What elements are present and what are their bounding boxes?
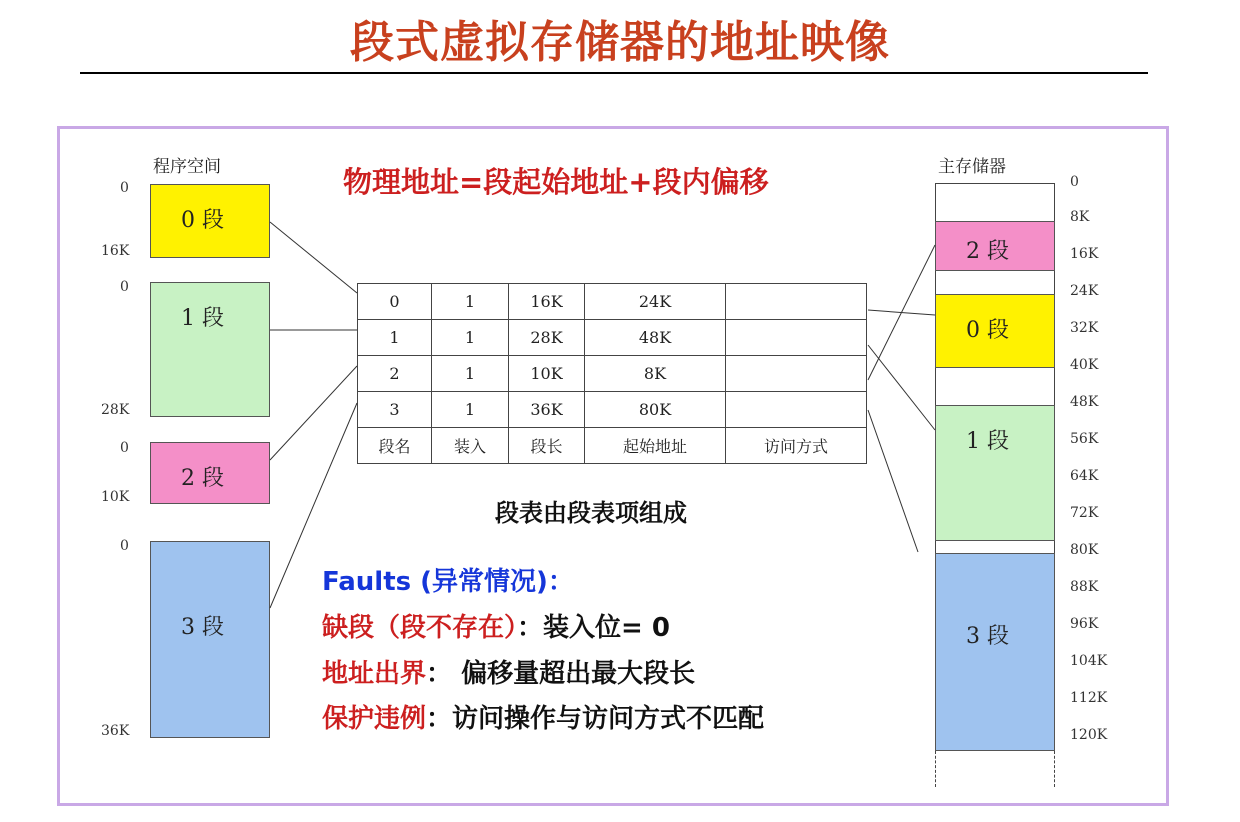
- table-cell: 1: [358, 320, 432, 356]
- table-cell: 1: [432, 356, 509, 392]
- memory-address: 32K: [1070, 320, 1099, 336]
- faults-heading: Faults (异常情况)：: [322, 567, 574, 597]
- table-cell: 1: [432, 320, 509, 356]
- table-cell: 28K: [509, 320, 585, 356]
- table-cell: 36K: [509, 392, 585, 428]
- table-cell: 24K: [585, 284, 726, 320]
- table-header-cell: 段名: [358, 428, 432, 464]
- table-header-cell: 装入: [432, 428, 509, 464]
- memory-address: 104K: [1070, 653, 1108, 669]
- table-header-cell: 访问方式: [726, 428, 867, 464]
- fault-description: ：访问操作与访问方式不匹配: [426, 704, 765, 734]
- table-cell: 2: [358, 356, 432, 392]
- table-header-cell: 段长: [509, 428, 585, 464]
- memory-address: 16K: [1070, 246, 1099, 262]
- memory-address: 80K: [1070, 542, 1099, 558]
- program-segment-1-start: 0: [120, 279, 129, 295]
- memory-address: 88K: [1070, 579, 1099, 595]
- main-memory-label: 主存储器: [938, 157, 1006, 177]
- table-cell: 0: [358, 284, 432, 320]
- table-cell: 48K: [585, 320, 726, 356]
- connector-line: [270, 403, 357, 608]
- address-formula: 物理地址=段起始地址+段内偏移: [343, 165, 769, 199]
- program-segment-1-label: 1 段: [181, 306, 224, 331]
- memory-segment-0-label: 0 段: [966, 318, 1009, 343]
- connector-line: [868, 345, 935, 430]
- fault-label: 保护违例: [322, 704, 427, 734]
- memory-address: 8K: [1070, 209, 1090, 225]
- program-segment-2-start: 0: [120, 440, 129, 456]
- program-segment-2-end: 10K: [101, 489, 130, 505]
- table-cell: 80K: [585, 392, 726, 428]
- program-segment-1-end: 28K: [101, 402, 130, 418]
- program-segment-3-label: 3 段: [181, 615, 224, 640]
- memory-segment-2-label: 2 段: [966, 239, 1009, 264]
- table-cell: 1: [432, 284, 509, 320]
- table-cell: 1: [432, 392, 509, 428]
- memory-address: 112K: [1070, 690, 1108, 706]
- table-cell: 8K: [585, 356, 726, 392]
- program-space-label: 程序空间: [153, 157, 221, 177]
- table-cell: 10K: [509, 356, 585, 392]
- memory-address: 96K: [1070, 616, 1099, 632]
- fault-description: ： 偏移量超出最大段长: [426, 659, 696, 689]
- table-header-cell: 起始地址: [585, 428, 726, 464]
- memory-address: 0: [1070, 174, 1079, 190]
- table-caption: 段表由段表项组成: [495, 499, 687, 527]
- fault-label: 缺段（段不存在）: [322, 613, 518, 643]
- connector-line: [270, 222, 357, 293]
- memory-address: 120K: [1070, 727, 1108, 743]
- table-cell: 16K: [509, 284, 585, 320]
- memory-address: 40K: [1070, 357, 1099, 373]
- memory-segment-1-label: 1 段: [966, 429, 1009, 454]
- program-segment-0-end: 16K: [101, 243, 130, 259]
- program-segment-0-label: 0 段: [181, 208, 224, 233]
- memory-address: 72K: [1070, 505, 1099, 521]
- table-cell: 3: [358, 392, 432, 428]
- fault-label: 地址出界: [322, 659, 427, 689]
- memory-segment-3-label: 3 段: [966, 624, 1009, 649]
- memory-address: 24K: [1070, 283, 1099, 299]
- slide-title: 段式虚拟存储器的地址映像: [350, 17, 890, 68]
- connector-line: [868, 245, 935, 380]
- memory-address: 56K: [1070, 431, 1099, 447]
- program-segment-2-label: 2 段: [181, 466, 224, 491]
- memory-address: 64K: [1070, 468, 1099, 484]
- fault-description: ：装入位= 0: [517, 613, 670, 643]
- program-segment-0-start: 0: [120, 180, 129, 196]
- connector-line: [868, 410, 918, 552]
- program-segment-3-start: 0: [120, 538, 129, 554]
- memory-address: 48K: [1070, 394, 1099, 410]
- connector-line: [270, 366, 357, 460]
- program-segment-3-end: 36K: [101, 723, 130, 739]
